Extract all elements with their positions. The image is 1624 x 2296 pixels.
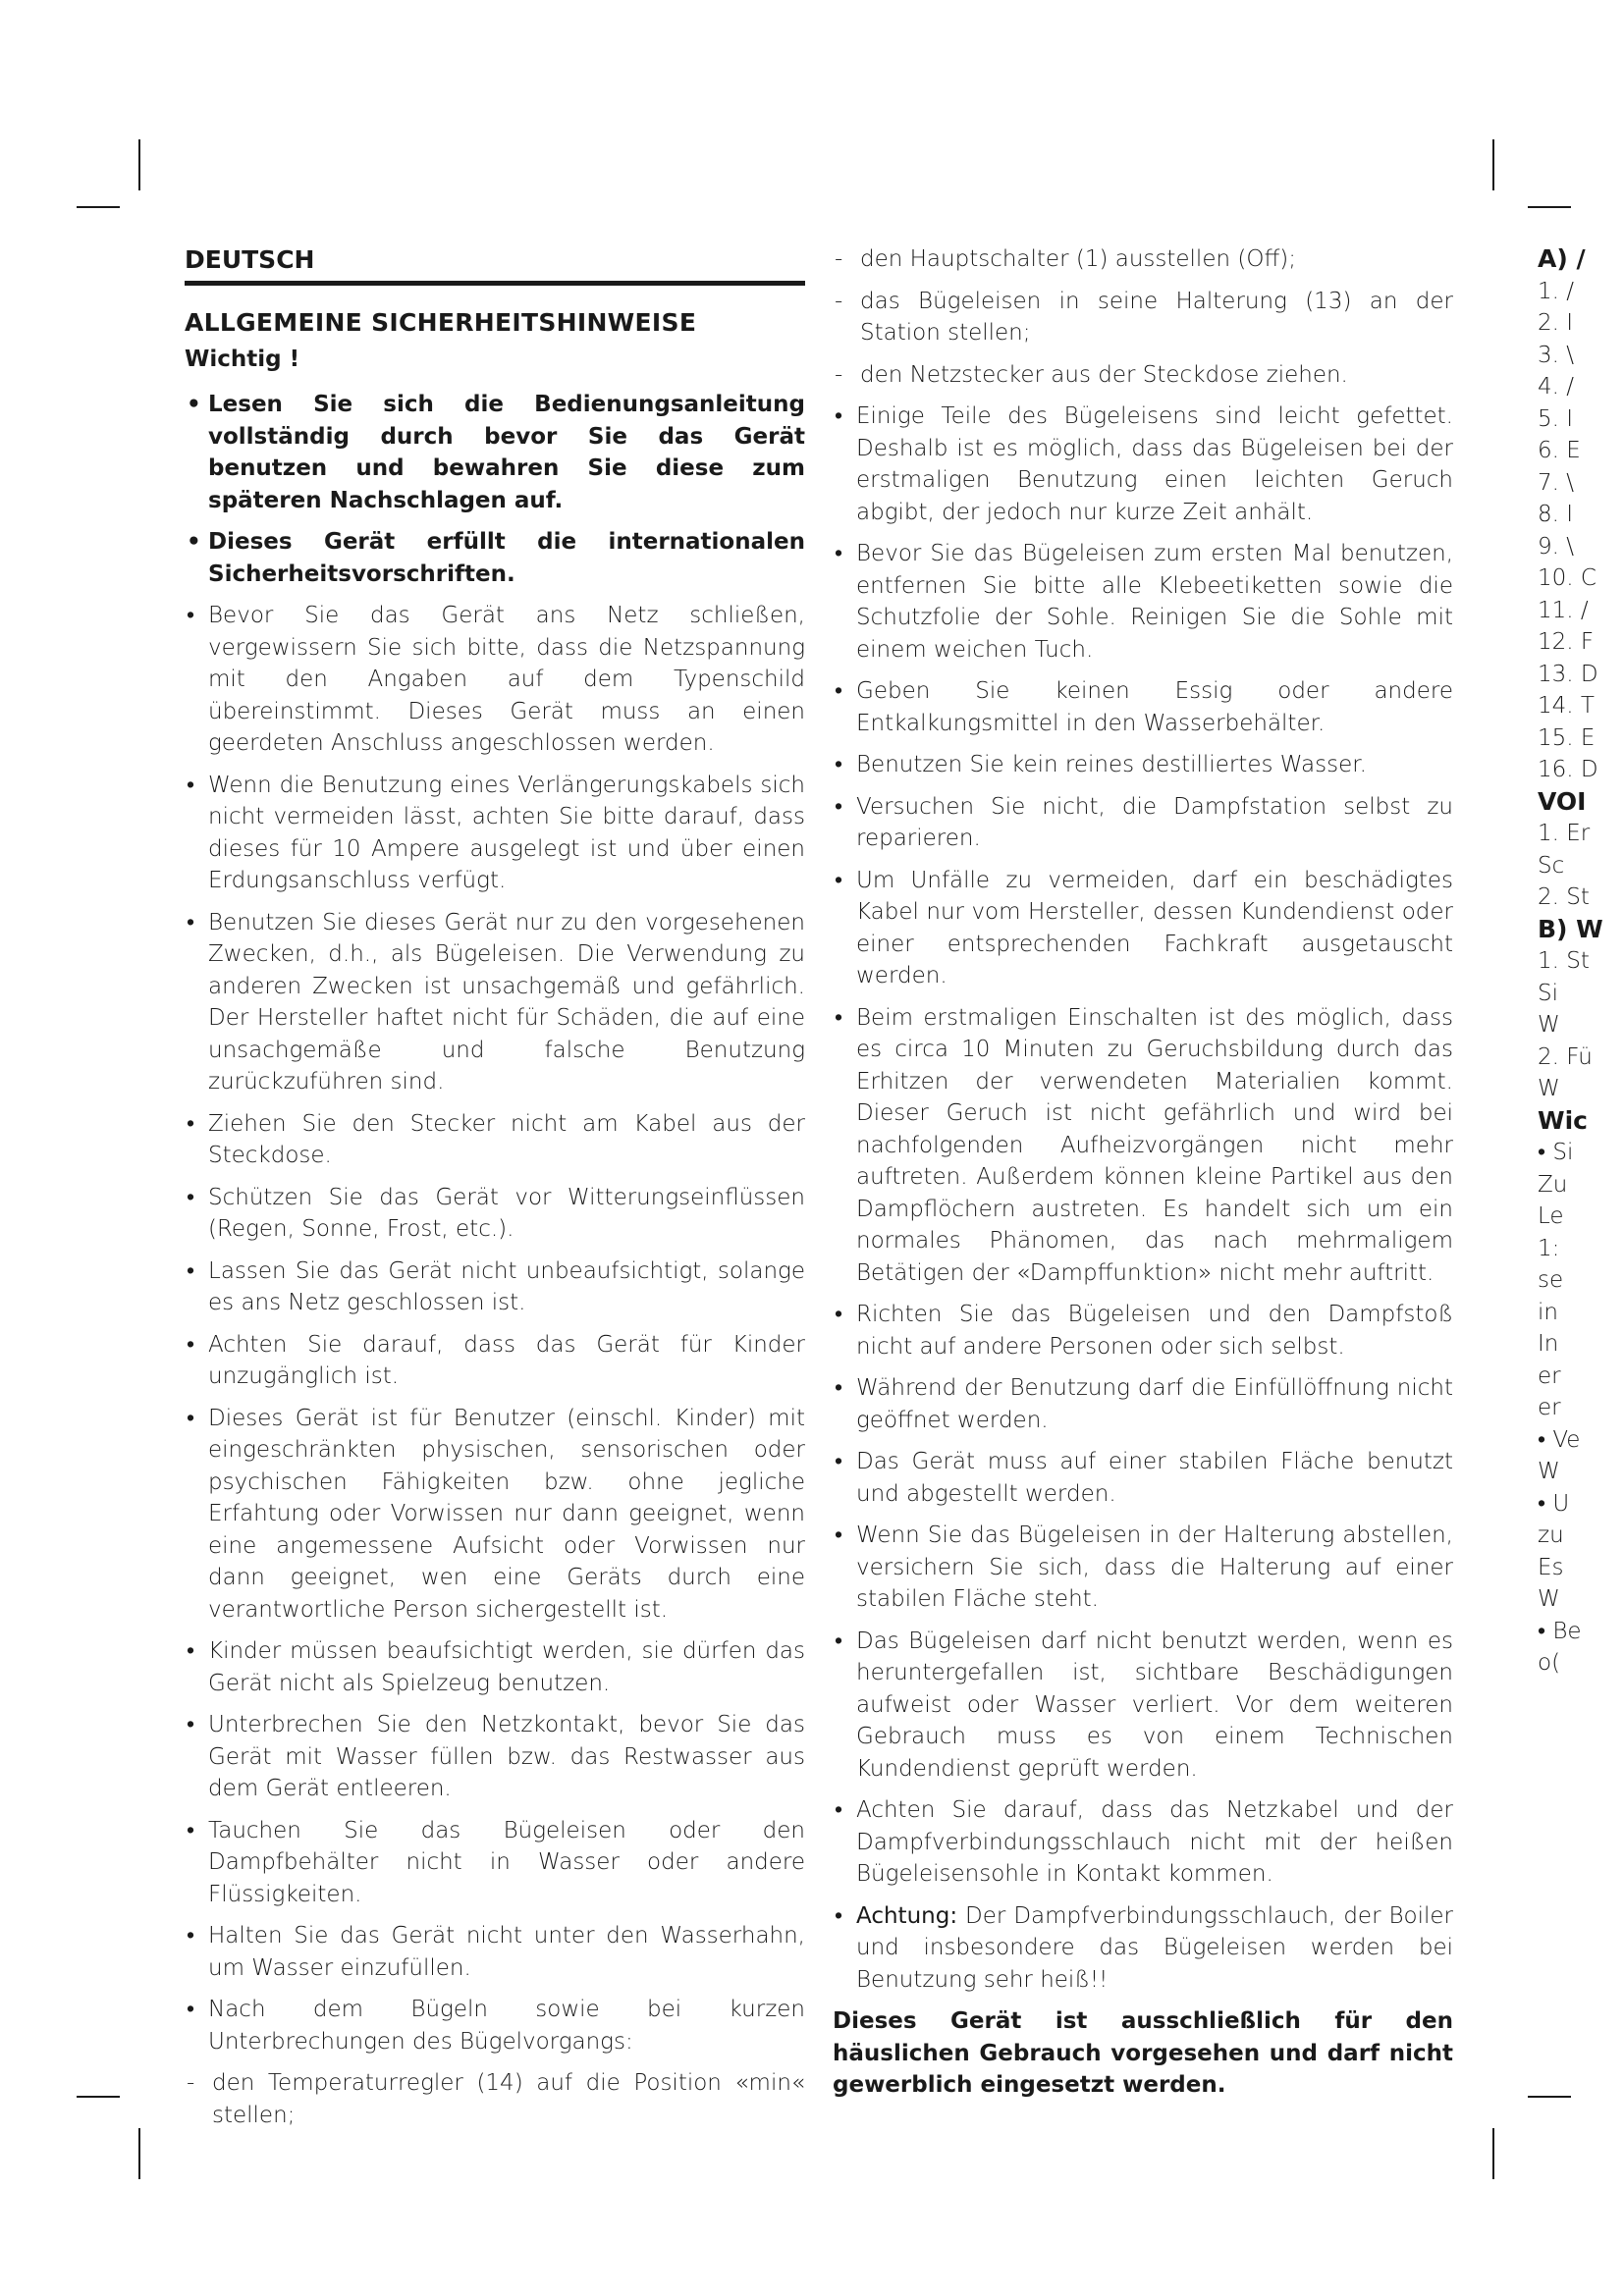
cropped-heading: A) / bbox=[1538, 244, 1586, 273]
cropped-line: 13. D bbox=[1538, 661, 1598, 687]
cropped-line: 12. F bbox=[1538, 629, 1595, 655]
item-text: Richten Sie das Bügeleisen und den Dampfstoß nicht auf andere Personen oder sich selbst. bbox=[856, 1302, 1453, 1360]
bullet-marker: • bbox=[187, 1997, 195, 2022]
dash-item bbox=[833, 359, 1453, 392]
bullet-marker: • bbox=[187, 1331, 195, 1358]
cropped-line: W bbox=[1538, 1586, 1560, 1612]
cropped-line: in bbox=[1538, 1299, 1558, 1325]
cropped-line: 3. \ bbox=[1538, 342, 1575, 368]
cropped-line: 1. St bbox=[1538, 948, 1590, 974]
crop-mark bbox=[138, 139, 140, 190]
bullet-marker: • bbox=[835, 793, 843, 820]
bullet-marker: • bbox=[187, 909, 195, 935]
item-text: Einige Teile des Bügeleisens sind leicht gefettet. Deshalb ist es möglich, dass das Bügeleisen bei der erstmaligen Benutzung einen leichten Geruch abgibt, der jedoch nur kurze Zeit anhält. bbox=[856, 403, 1453, 525]
cropped-line: • Ve bbox=[1538, 1426, 1581, 1453]
cropped-line: 2. Fü bbox=[1538, 1043, 1593, 1070]
cropped-line: Zu bbox=[1538, 1171, 1568, 1198]
bullet-marker: • bbox=[187, 529, 201, 555]
bullet-marker: • bbox=[187, 772, 195, 798]
cropped-heading: VOI bbox=[1538, 786, 1587, 816]
bullet-item bbox=[833, 1626, 1453, 1786]
bullet-marker: • bbox=[187, 1712, 195, 1737]
bullet-item bbox=[185, 1108, 805, 1172]
bullet-marker: • bbox=[835, 1522, 843, 1548]
bullet-item bbox=[185, 1815, 805, 1911]
item-text: Achten Sie darauf, dass das Gerät für Kinder unzugänglich ist. bbox=[208, 1331, 805, 1389]
cropped-line: 2. St bbox=[1538, 884, 1590, 910]
bullet-item bbox=[185, 1709, 805, 1805]
bullet-item bbox=[833, 865, 1453, 992]
item-text: Der Dampfverbindungsschlauch, der Boiler und insbesondere das Bügeleisen werden bei Benutzung sehr heiß!! bbox=[856, 1902, 1453, 1993]
crop-mark bbox=[77, 206, 120, 208]
cropped-line: 10. C bbox=[1538, 565, 1597, 591]
bullet-marker: • bbox=[187, 603, 195, 628]
cropped-line: 8. I bbox=[1538, 502, 1574, 527]
bullet-item bbox=[833, 1446, 1453, 1510]
left-column bbox=[185, 243, 805, 2141]
item-text: Das Bügeleisen darf nicht benutzt werden, wenn es heruntergefallen ist, sichtbare Beschädigungen aufweist oder Wasser verliert. Vor dem weiteren Gebrauch muss es von einem Technischen Kundendienst geprüft werden. bbox=[856, 1628, 1453, 1782]
cropped-line: 14. T bbox=[1538, 693, 1595, 719]
bullet-marker: • bbox=[187, 1923, 195, 1949]
item-text: den Temperaturregler (14) auf die Position «min« stellen; bbox=[212, 2070, 805, 2128]
cropped-line: 9. \ bbox=[1538, 533, 1575, 560]
bullet-item bbox=[185, 770, 805, 897]
cropped-line: 6. E bbox=[1538, 438, 1581, 463]
bullet-marker: • bbox=[187, 1405, 195, 1431]
item-text: Halten Sie das Gerät nicht unter den Wasserhahn, um Wasser einzufüllen. bbox=[208, 1923, 805, 1981]
bullet-marker: • bbox=[835, 1004, 843, 1031]
bullet-marker: • bbox=[835, 1302, 843, 1327]
household-use-notice: Dieses Gerät ist ausschließlich für den häuslichen Gebrauch vorgesehen und darf nicht gewerblich eingesetzt werden. bbox=[833, 2008, 1453, 2098]
bullet-item bbox=[185, 526, 805, 590]
cropped-line: se bbox=[1538, 1267, 1564, 1293]
bullet-item bbox=[185, 1403, 805, 1627]
bullet-marker: • bbox=[835, 1628, 843, 1654]
bullet-marker: • bbox=[835, 1375, 843, 1401]
item-text: Bevor Sie das Gerät ans Netz schließen, vergewissern Sie sich bitte, dass die Netzspannung mit den Angaben auf dem Typenschild übereinstimmt. Dieses Gerät muss an einen geerdeten Anschluss angeschlossen werden. bbox=[208, 603, 805, 756]
cropped-line: 4. / bbox=[1538, 374, 1575, 400]
cropped-line: er bbox=[1538, 1362, 1561, 1389]
item-text: Versuchen Sie nicht, die Dampfstation selbst zu reparieren. bbox=[856, 793, 1453, 851]
cropped-line: Es bbox=[1538, 1554, 1564, 1580]
item-text: Wenn Sie das Bügeleisen in der Halterung abstellen, versichern Sie sich, dass die Halterung auf einer stabilen Fläche steht. bbox=[856, 1522, 1453, 1612]
bullet-item bbox=[833, 1900, 1453, 1997]
cropped-line: 5. I bbox=[1538, 405, 1574, 432]
bullet-item bbox=[185, 1255, 805, 1319]
cropped-heading: Wic bbox=[1538, 1105, 1588, 1135]
bullet-item bbox=[833, 675, 1453, 739]
cropped-line: er bbox=[1538, 1395, 1561, 1420]
bullet-item bbox=[833, 538, 1453, 666]
cropped-line: • Be bbox=[1538, 1618, 1582, 1644]
cropped-line: 1: bbox=[1538, 1235, 1560, 1261]
bullet-marker: • bbox=[187, 392, 201, 417]
item-text: Achten Sie darauf, dass das Netzkabel und der Dampfverbindungsschlauch nicht mit der heißen Bügeleisensohle in Kontakt kommen. bbox=[856, 1797, 1453, 1887]
item-text: Dieses Gerät ist für Benutzer (einschl. Kinder) mit eingeschränkten physischen, sensorischen oder psychischen Fähigkeiten bzw. ohne jegliche Erfahtung oder Vorwissen nur dann geeignet, wenn eine angemessene Aufsicht oder Vorwissen nur dann geeignet, wen eine Geräts durch eine verantwortliche Person sichergestellt ist. bbox=[208, 1405, 805, 1623]
bullet-item bbox=[185, 1182, 805, 1246]
cropped-line: 7. \ bbox=[1538, 469, 1575, 496]
item-text: Bevor Sie das Bügeleisen zum ersten Mal benutzen, entfernen Sie bitte alle Klebeetiketten sowie die Schutzfolie der Sohle. Reinigen Sie die Sohle mit einem weichen Tuch. bbox=[856, 541, 1453, 663]
dash-marker: - bbox=[835, 288, 843, 314]
bullet-item bbox=[185, 600, 805, 760]
bullet-marker: • bbox=[835, 678, 843, 704]
dash-item bbox=[833, 243, 1453, 276]
cropped-heading: B) W bbox=[1538, 914, 1603, 943]
safety-list-middle bbox=[833, 243, 1453, 1996]
dash-marker: - bbox=[187, 2070, 195, 2096]
bullet-item bbox=[833, 1002, 1453, 1290]
bullet-item bbox=[185, 907, 805, 1098]
bullet-item bbox=[833, 400, 1453, 528]
crop-mark bbox=[138, 2128, 140, 2179]
bullet-marker: • bbox=[187, 1817, 195, 1843]
item-text: Nach dem Bügeln sowie bei kurzen Unterbrechungen des Bügelvorgangs: bbox=[208, 1997, 805, 2055]
heading-rule bbox=[185, 281, 805, 286]
cropped-line: Le bbox=[1538, 1203, 1564, 1229]
dash-item bbox=[185, 2067, 805, 2131]
bullet-marker: • bbox=[187, 1184, 195, 1210]
bullet-item bbox=[185, 1635, 805, 1699]
cropped-line: zu bbox=[1538, 1522, 1564, 1548]
bullet-marker: • bbox=[835, 1902, 843, 1929]
bullet-marker: • bbox=[187, 1638, 195, 1664]
item-text: Wenn die Benutzung eines Verlängerungskabels sich nicht vermeiden lässt, achten Sie bitte darauf, dass dieses für 10 Ampere ausgelegt ist und über einen Erdungsanschluss verfügt. bbox=[208, 772, 805, 893]
bullet-item bbox=[185, 1994, 805, 2057]
bullet-item bbox=[185, 389, 805, 516]
cropped-line: 2. I bbox=[1538, 310, 1574, 336]
item-text: Benutzen Sie dieses Gerät nur zu den vorgesehenen Zwecken, d.h., als Bügeleisen. Die Verwendung zu anderen Zwecken ist unsachgemäß und gefährlich. Der Hersteller haftet nicht für Schäden, die auf eine unsachgemäße und falsche Benutzung zurückzuführen sind. bbox=[208, 909, 805, 1095]
crop-mark bbox=[1528, 2096, 1571, 2098]
bullet-marker: • bbox=[187, 1110, 195, 1137]
bullet-marker: • bbox=[835, 867, 843, 893]
item-text: Lassen Sie das Gerät nicht unbeaufsichtigt, solange es ans Netz geschlossen ist. bbox=[208, 1257, 805, 1315]
cropped-line: 15. E bbox=[1538, 724, 1596, 751]
item-text: Benutzen Sie kein reines destilliertes Wasser. bbox=[856, 752, 1367, 777]
bullet-item bbox=[833, 1520, 1453, 1616]
item-text: das Bügeleisen in seine Halterung (13) an der Station stellen; bbox=[860, 288, 1453, 346]
item-text: Lesen Sie sich die Bedienungsanleitung vollständig durch bevor Sie das Gerät benutzen und bewahren Sie diese zum späteren Nachschlagen auf. bbox=[208, 392, 805, 513]
item-text: Schützen Sie das Gerät vor Witterungseinflüssen (Regen, Sonne, Frost, etc.). bbox=[208, 1184, 805, 1242]
crop-mark bbox=[1492, 2128, 1494, 2179]
cropped-line: Si bbox=[1538, 980, 1558, 1006]
item-text: Das Gerät muss auf einer stabilen Fläche benutzt und abgestellt werden. bbox=[856, 1449, 1453, 1507]
bullet-marker: • bbox=[835, 752, 843, 777]
crop-mark bbox=[1528, 206, 1571, 208]
cropped-line: 16. D bbox=[1538, 757, 1598, 782]
middle-column bbox=[833, 243, 1453, 2102]
bullet-marker: • bbox=[835, 403, 843, 429]
bullet-item bbox=[185, 1920, 805, 1984]
section-title: ALLGEMEINE SICHERHEITSHINWEISE bbox=[185, 308, 697, 337]
cropped-line: o( bbox=[1538, 1650, 1561, 1676]
cropped-line: 1. Er bbox=[1538, 821, 1591, 846]
bullet-item bbox=[833, 749, 1453, 781]
cropped-line: 11. / bbox=[1538, 597, 1589, 623]
bullet-marker: • bbox=[835, 541, 843, 566]
cropped-line: W bbox=[1538, 1459, 1560, 1484]
item-text: den Hauptschalter (1) ausstellen (Off); bbox=[860, 246, 1297, 272]
bullet-item bbox=[833, 791, 1453, 855]
cropped-line: W bbox=[1538, 1076, 1560, 1101]
important-label: Wichtig ! bbox=[185, 346, 300, 372]
bullet-item bbox=[833, 1794, 1453, 1891]
bullet-item bbox=[185, 1329, 805, 1393]
item-text: Dieses Gerät erfüllt die internationalen Sicherheitsvorschriften. bbox=[208, 529, 805, 587]
cropped-line: W bbox=[1538, 1012, 1560, 1038]
right-column-cropped bbox=[1538, 243, 1624, 1680]
item-text: Während der Benutzung darf die Einfüllöffnung nicht geöffnet werden. bbox=[856, 1375, 1453, 1433]
item-text: Unterbrechen Sie den Netzkontakt, bevor Sie das Gerät mit Wasser füllen bzw. das Restwasser aus dem Gerät entleeren. bbox=[208, 1712, 805, 1801]
crop-mark bbox=[77, 2096, 120, 2098]
cropped-line: • U bbox=[1538, 1490, 1570, 1517]
safety-list-left bbox=[185, 389, 805, 2131]
item-text: Ziehen Sie den Stecker nicht am Kabel aus der Steckdose. bbox=[208, 1110, 805, 1168]
item-text: Tauchen Sie das Bügeleisen oder den Dampfbehälter nicht in Wasser oder andere Flüssigkeiten. bbox=[208, 1817, 805, 1907]
bullet-marker: • bbox=[835, 1797, 843, 1823]
cropped-line: Sc bbox=[1538, 852, 1565, 879]
item-text: den Netzstecker aus der Steckdose ziehen. bbox=[860, 361, 1348, 388]
cropped-line: • Si bbox=[1538, 1140, 1574, 1165]
bullet-marker: • bbox=[187, 1257, 195, 1284]
cropped-line: In bbox=[1538, 1331, 1559, 1357]
bullet-marker: • bbox=[835, 1449, 843, 1474]
item-text: Geben Sie keinen Essig oder andere Entkalkungsmittel in den Wasserbehälter. bbox=[856, 678, 1453, 736]
cropped-line: 1. / bbox=[1538, 278, 1575, 304]
crop-mark bbox=[1492, 139, 1494, 190]
bullet-item bbox=[833, 1299, 1453, 1362]
warning-label: Achtung: bbox=[856, 1902, 966, 1929]
bullet-item bbox=[833, 1372, 1453, 1436]
dash-item bbox=[833, 286, 1453, 349]
item-text: Kinder müssen beaufsichtigt werden, sie dürfen das Gerät nicht als Spielzeug benutzen. bbox=[208, 1638, 805, 1696]
language-heading: DEUTSCH bbox=[185, 245, 315, 274]
item-text: Beim erstmaligen Einschalten ist des möglich, dass es circa 10 Minuten zu Geruchsbildung durch das Erhitzen der verwendeten Materialien kommt. Dieser Geruch ist nicht gefährlich und wird bei nachfolgenden Aufheizvorgängen nicht mehr auftreten. Außerdem können kleine Partikel aus den Dampflöchern austreten. Es handelt sich um ein normales Phänomen, das nach mehrmaligem Betätigen der «Dampffunktion» nicht mehr auftritt. bbox=[856, 1004, 1453, 1286]
dash-marker: - bbox=[835, 361, 843, 388]
dash-marker: - bbox=[835, 246, 843, 272]
item-text: Um Unfälle zu vermeiden, darf ein beschädigtes Kabel nur vom Hersteller, dessen Kundendienst oder einer entsprechenden Fachkraft ausgetauscht werden. bbox=[856, 867, 1453, 988]
